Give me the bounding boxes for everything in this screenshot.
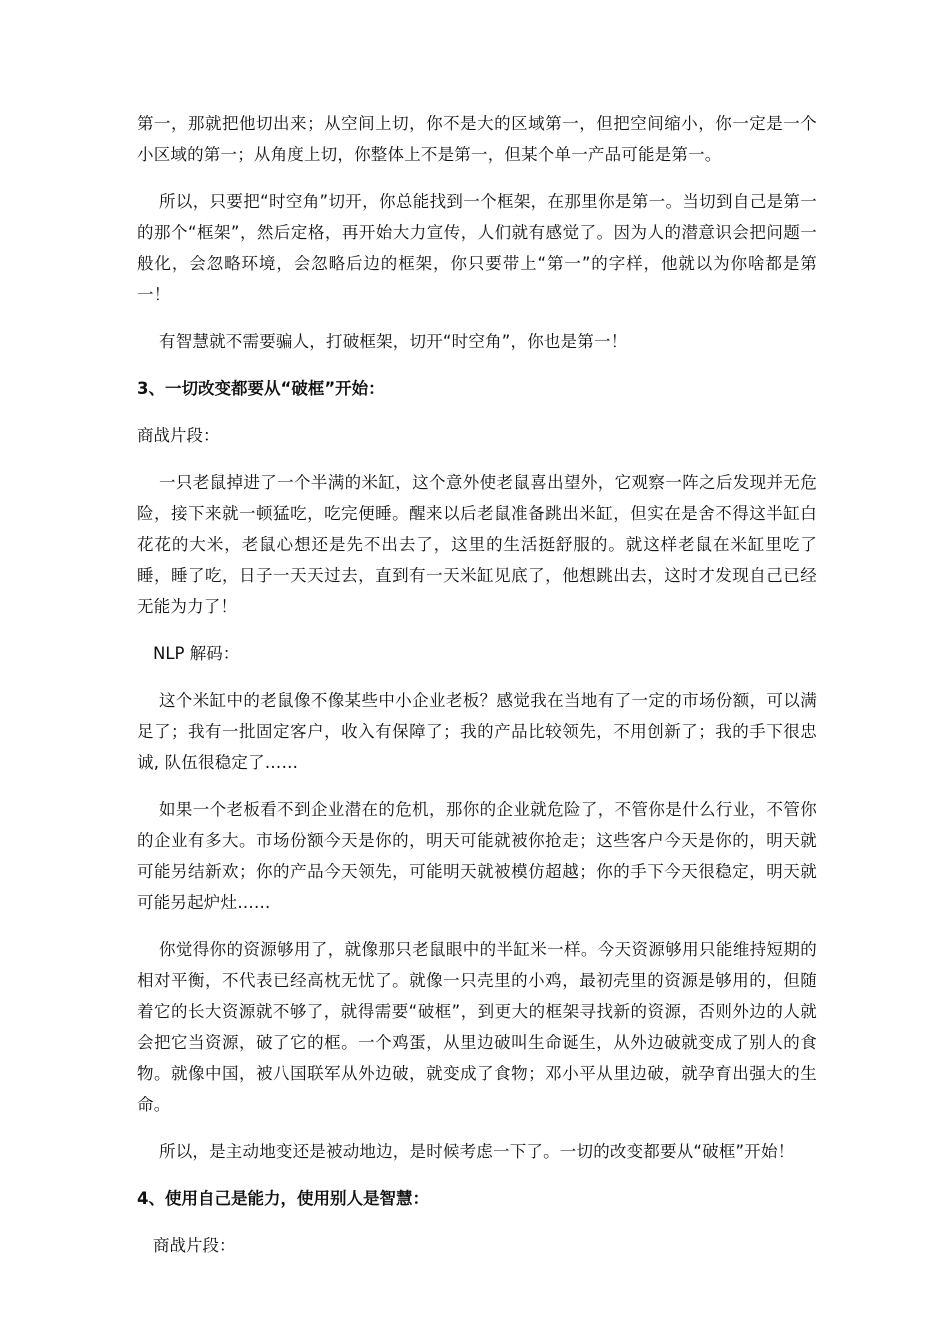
section-heading-3: 3、一切改变都要从“破框”开始： [137,379,385,398]
document-body [137,108,817,1261]
paragraph-wisdom: 有智慧就不需要骗人，打破框架，切开“时空角”，你也是第一！ [159,332,628,351]
business-fragment-label: 商战片段： [137,426,220,445]
paragraph-resources: 你觉得你的资源够用了，就像那只老鼠眼中的半缸米一样。今天资源够用只能维持短期的相对平衡，不代表已经高枕无忧了。就像一只壳里的小鸡，最初壳里的资源是够用的，但随着它的长大资源就不够了，就得需要“破框”，到更大的框架寻找新的资源，否则外边的人就会把它当资源，破了它的框。一个鸡蛋，从里边破叫生命诞生，从外边破就变成了别人的食物。就像中国，被八国联军从外边破，就变成了食物；邓小平从里边破，就孕育出强大的生命。 [137,940,817,1114]
paragraph-change: 所以，是主动地变还是被动地边，是时候考虑一下了。一切的改变都要从“破框”开始！ [159,1142,795,1161]
paragraph-time-space-angle: 所以，只要把“时空角”切开，你总能找到一个框架，在那里你是第一。当切到自己是第一的那个“框架”，然后定格，再开始大力宣传，人们就有感觉了。因为人的潜意识会把问题一般化，会忽略环境，会忽略后边的框架，你只要带上“第一”的字样，他就以为你啥都是第一！ [137,192,817,304]
paragraph-crisis: 如果一个老板看不到企业潜在的危机，那你的企业就危险了，不管你是什么行业，不管你的企业有多大。市场份额今天是你的，明天可能就被你抢走；这些客户今天是你的，明天就可能另结新欢；你的产品今天领先，可能明天就被模仿超越；你的手下今天很稳定，明天就可能另起炉灶…… [137,800,817,912]
paragraph-first-cut: 第一，那就把他切出来；从空间上切，你不是大的区域第一，但把空间缩小，你一定是一个小区域的第一；从角度上切，你整体上不是第一，但某个单一产品可能是第一。 [137,114,817,164]
paragraph-mouse-story: 一只老鼠掉进了一个半满的米缸，这个意外使老鼠喜出望外，它观察一阵之后发现并无危险，接下来就一顿猛吃，吃完便睡。醒来以后老鼠准备跳出米缸，但实在是舍不得这半缸白花花的大米，老鼠心想还是先不出去了，这里的生活挺舒服的。就这样老鼠在米缸里吃了睡，睡了吃，日子一天天过去，直到有一天米缸见底了，他想跳出去，这时才发现自己已经无能为力了！ [137,473,817,616]
section-heading-4: 4、使用自己是能力，使用别人是智慧： [137,1189,429,1208]
paragraph-boss-comparison: 这个米缸中的老鼠像不像某些中小企业老板？感觉我在当地有了一定的市场份额，可以满足了；我有一批固定客户，收入有保障了；我的产品比较领先，不用创新了；我的手下很忠诚, 队伍很稳定了…… [137,691,817,772]
business-fragment-label-2: 商战片段： [153,1236,236,1255]
nlp-decode-label: NLP 解码： [153,644,240,663]
